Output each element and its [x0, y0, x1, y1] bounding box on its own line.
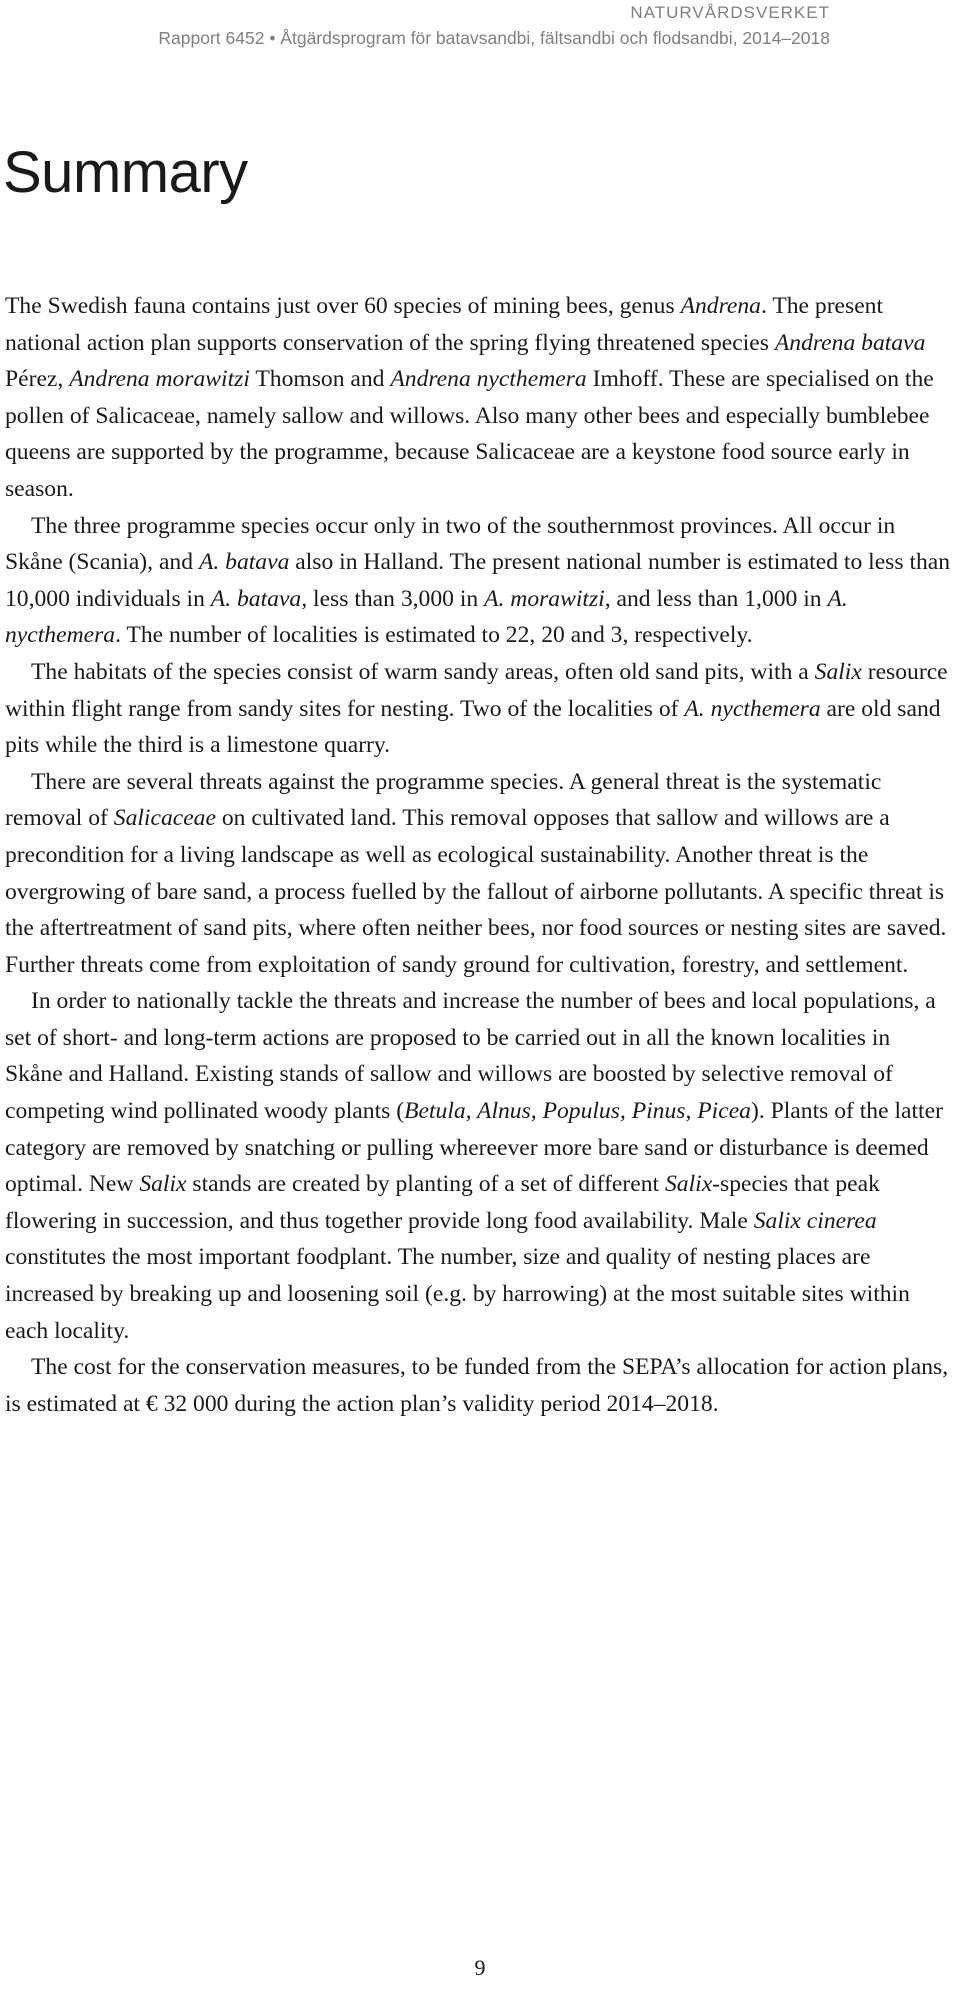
- page-title: Summary: [3, 140, 248, 205]
- italic-run: Andrena: [680, 293, 761, 319]
- text-run: The three programme species occur only in two of the southernmost provinces. All occur in Skåne (Scania), and: [5, 512, 896, 576]
- italic-run: Salix: [139, 1171, 187, 1198]
- body-paragraph: [5, 508, 953, 654]
- text-run: -species that peak flowering in succession, and thus together provide long food availability. Male: [5, 1171, 880, 1234]
- italic-run: A. morawitzi: [484, 585, 605, 612]
- italic-run: Andrena morawitzi: [69, 366, 250, 393]
- text-run: There are several threats against the programme species. A general threat is the systematic removal of: [5, 768, 882, 832]
- text-run: stands are created by planting of a set of different: [186, 1171, 665, 1198]
- text-run: . The present national action plan supports conservation of the spring flying threatened species: [5, 293, 884, 356]
- body-paragraph: [5, 288, 953, 508]
- report-title-line: Rapport 6452 • Åtgärdsprogram för batavsandbi, fältsandbi och flodsandbi, 2014–2018: [158, 28, 830, 48]
- text-run: Thomson and: [249, 366, 391, 393]
- text-run: The Swedish fauna contains just over 60 species of mining bees, genus: [5, 293, 681, 319]
- text-run: are old sand pits while the third is a limestone quarry.: [5, 695, 941, 759]
- body-paragraph: [5, 764, 953, 984]
- italic-run: Salix cinerea: [753, 1207, 877, 1234]
- text-run: The cost for the conservation measures, to be funded from the SEPA’s allocation for action plans, is estimated at € 32 000 during the action plan’s validity period 2014–2018.: [5, 1354, 949, 1417]
- italic-run: Betula, Alnus, Populus, Pinus, Picea: [404, 1098, 751, 1125]
- italic-run: Andrena nycthemera: [390, 366, 587, 393]
- italic-run: A. batava: [198, 549, 290, 576]
- italic-run: Salix: [814, 658, 862, 685]
- text-run: , less than 3,000 in: [301, 585, 485, 612]
- text-run: also in Halland. The present national number is estimated to less than 10,000 individuals in: [5, 549, 951, 612]
- italic-run: A. nycthemera: [684, 695, 821, 722]
- text-run: constitutes the most important foodplant. The number, size and quality of nesting places are increased by breaking up and loosening soil (e.g. by harrowing) at the most suitable sites within each locality.: [5, 1244, 910, 1344]
- page-header: [0, 0, 830, 50]
- summary-body: [5, 288, 953, 1422]
- text-run: resource within flight range from sandy sites for nesting. Two of the localities of: [5, 658, 948, 722]
- text-run: Imhoff. These are specialised on the pollen of Salicaceae, namely sallow and willows. Also many other bees and especially bumblebee queens are supported by the programme, because Salicaceae are a keystone food source early in season.: [5, 366, 934, 502]
- italic-run: Andrena batava: [774, 329, 926, 356]
- text-run: . The number of localities is estimated to 22, 20 and 3, respectively.: [115, 622, 753, 649]
- page-number: 9: [474, 1955, 486, 1980]
- body-paragraph: [5, 983, 953, 1349]
- italic-run: A. nycthemera: [5, 585, 848, 649]
- text-run: , and less than 1,000 in: [604, 585, 828, 612]
- text-run: on cultivated land. This removal opposes that sallow and willows are a precondition for a living landscape as well as ecological sustainability. Another threat is the overgrowing of bare sand, a process fuelled by the fallout of airborne pollutants. A specific threat is the aftertreatment of sand pits, where often neither bees, nor food sources or nesting sites are saved. Further threats come from exploitation of sandy ground for cultivation, forestry, and settlement.: [5, 805, 947, 978]
- text-run: In order to nationally tackle the threats and increase the number of bees and local populations, a set of short- and long-term actions are proposed to be carried out in all the known localities in Skåne and Halland. Existing stands of sallow and willows are boosted by selective removal of competing wind pollinated woody plants (: [5, 988, 936, 1125]
- publisher-name: NATURVÅRDSVERKET: [630, 3, 830, 22]
- italic-run: A. batava: [210, 585, 302, 612]
- text-run: Pérez,: [5, 366, 70, 393]
- italic-run: Salix: [664, 1171, 713, 1198]
- text-run: ). Plants of the latter category are removed by snatching or pulling whereever more bare sand or disturbance is deemed optimal. New: [5, 1098, 943, 1198]
- body-paragraph: [5, 1349, 953, 1422]
- italic-run: Salicaceae: [113, 805, 216, 832]
- body-paragraph: [5, 654, 953, 764]
- text-run: The habitats of the species consist of warm sandy areas, often old sand pits, with a: [31, 658, 815, 685]
